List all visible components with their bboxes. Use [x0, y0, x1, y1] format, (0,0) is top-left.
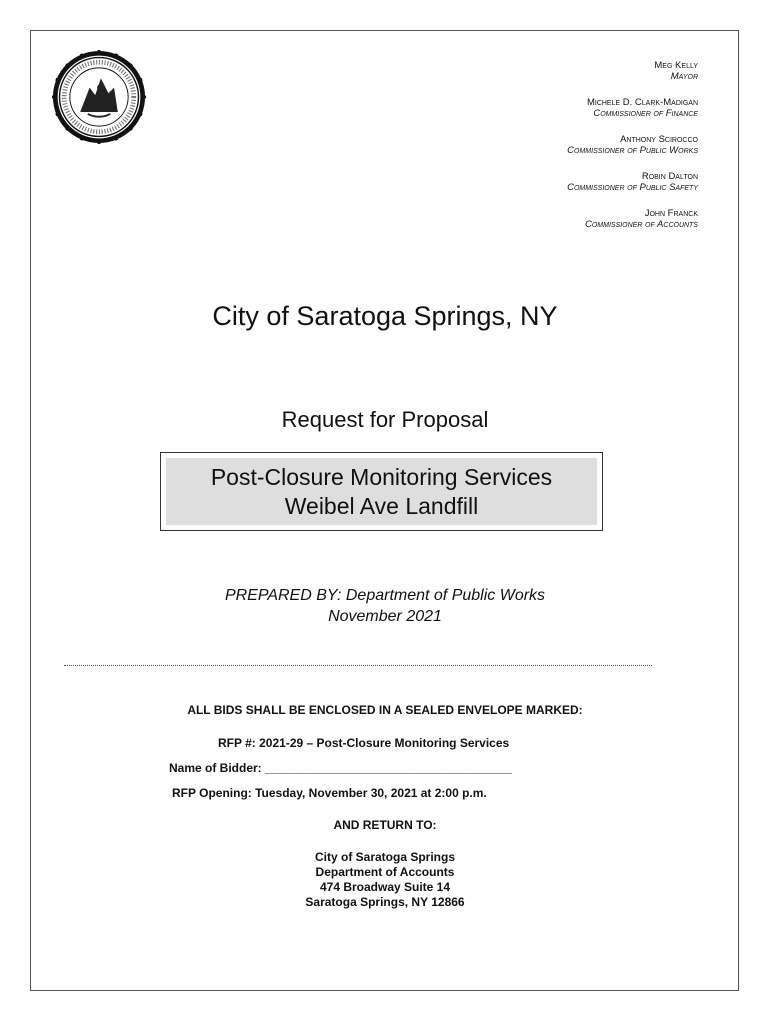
city-title: City of Saratoga Springs, NY — [212, 301, 558, 331]
official-entry — [398, 60, 698, 82]
official-title: Commissioner of Finance — [593, 108, 698, 119]
official-title: Commissioner of Public Safety — [567, 182, 698, 193]
project-title-fill — [166, 458, 597, 525]
official-entry — [398, 97, 698, 119]
rfp-number-line: RFP #: 2021-29 – Post-Closure Monitoring Services — [218, 736, 510, 750]
project-title-line2: Weibel Ave Landfill — [284, 493, 479, 519]
official-entry — [398, 208, 698, 230]
official-name: John Franck — [644, 208, 698, 219]
prepared-by-block — [0, 585, 770, 627]
city-seal-icon — [52, 50, 146, 144]
address-line: 474 Broadway Suite 14 — [319, 880, 451, 894]
bidder-name-line: Name of Bidder: _____________________________________ — [169, 761, 512, 775]
official-entry — [398, 171, 698, 193]
rfp-opening-line: RFP Opening: Tuesday, November 30, 2021 at 2:00 p.m. — [172, 786, 487, 800]
prepared-by: PREPARED BY: Department of Public Works — [224, 587, 546, 604]
sealed-envelope-instruction: ALL BIDS SHALL BE ENCLOSED IN A SEALED ENVELOPE MARKED: — [187, 703, 583, 717]
official-name: Robin Dalton — [641, 171, 698, 182]
dotted-divider — [64, 665, 652, 666]
project-title-line1: Post-Closure Monitoring Services — [210, 464, 553, 490]
return-address — [0, 850, 770, 910]
official-name: Anthony Scirocco — [620, 134, 698, 145]
official-entry — [398, 134, 698, 156]
prepared-date: November 2021 — [328, 608, 442, 625]
project-title-box — [160, 452, 603, 531]
rfp-title: Request for Proposal — [281, 407, 489, 432]
address-line: Department of Accounts — [315, 865, 455, 879]
officials-list — [398, 60, 698, 245]
official-title: Mayor — [670, 71, 698, 82]
address-line: City of Saratoga Springs — [314, 850, 456, 864]
return-to-label: AND RETURN TO: — [333, 818, 437, 832]
official-title: Commissioner of Accounts — [584, 219, 698, 230]
official-title: Commissioner of Public Works — [567, 145, 698, 156]
official-name: Michele D. Clark-Madigan — [586, 97, 698, 108]
official-name: Meg Kelly — [654, 60, 698, 71]
address-line: Saratoga Springs, NY 12866 — [305, 895, 465, 909]
